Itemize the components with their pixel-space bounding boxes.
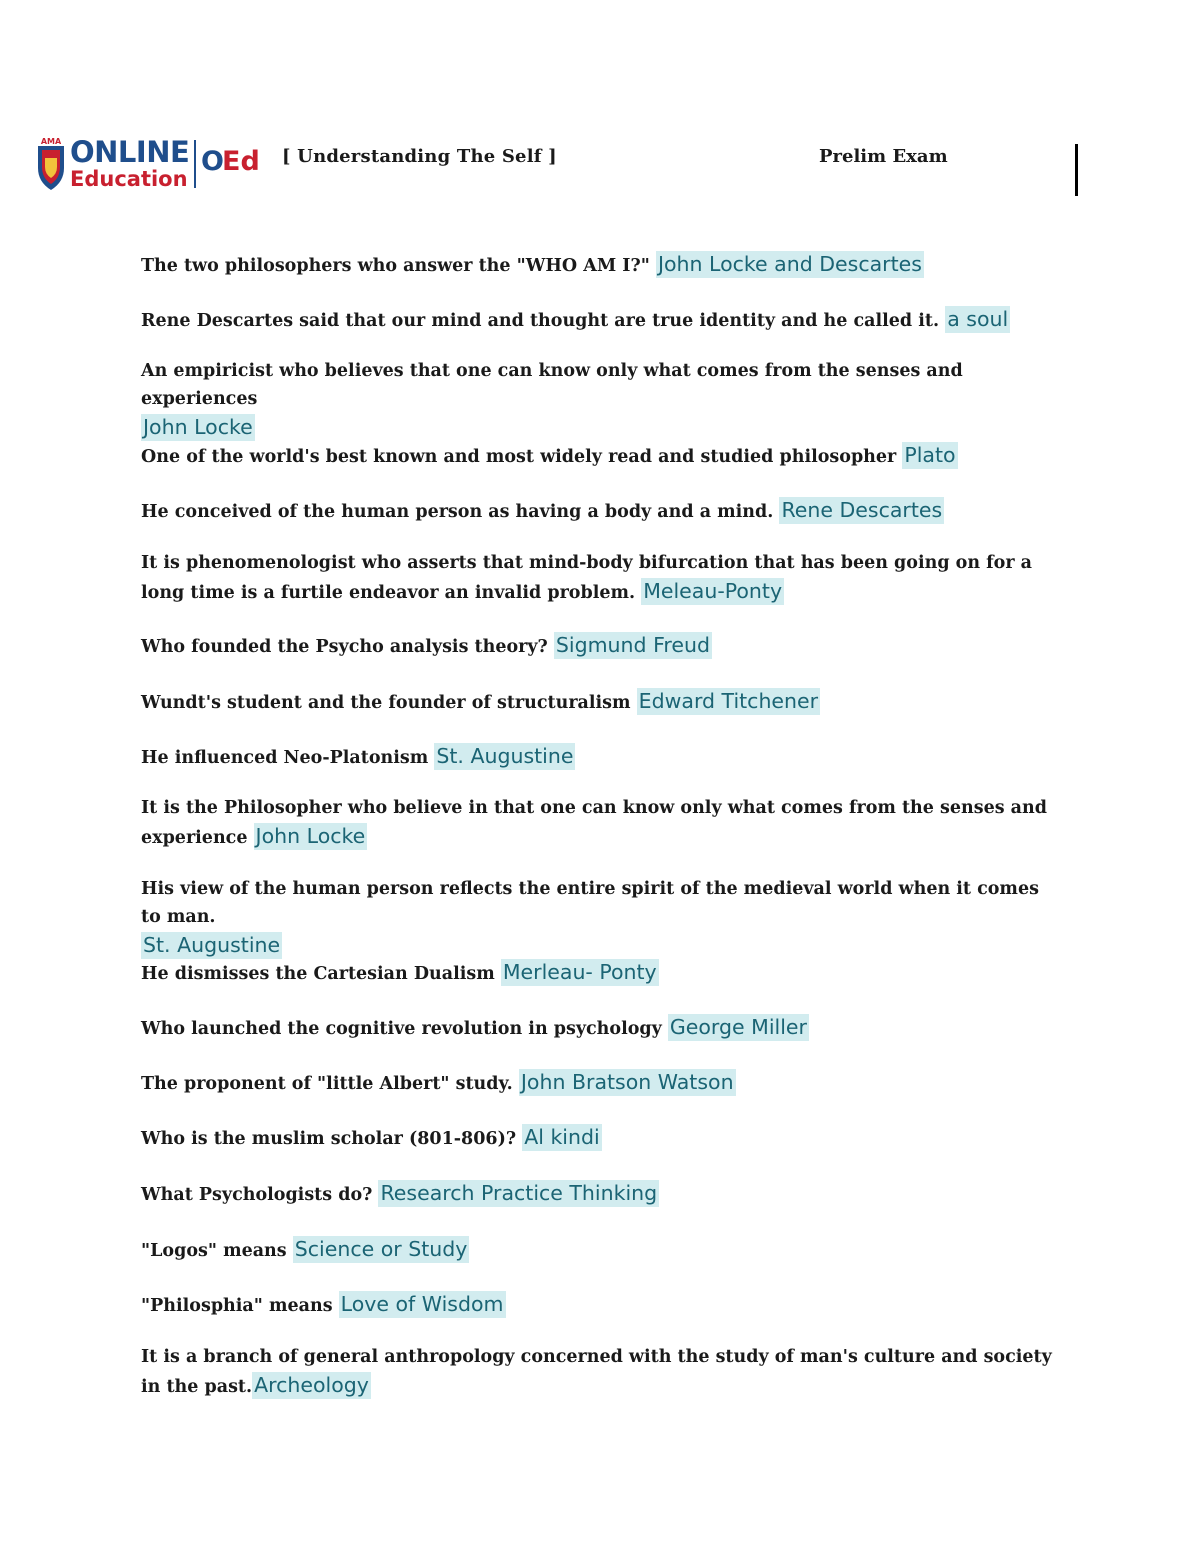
question-text: He influenced Neo-Platonism: [141, 748, 429, 768]
svg-text:O: O: [201, 146, 224, 177]
question-item: [141, 1123, 1061, 1153]
question-text: One of the world's best known and most widely read and studied philosopher: [141, 447, 897, 467]
question-item: [141, 496, 1061, 526]
answer-highlight: Merleau- Ponty: [502, 960, 657, 984]
course-title: [ Understanding The Self ]: [282, 146, 557, 167]
question-item: [141, 631, 1061, 661]
answer-highlight: George Miller: [669, 1015, 807, 1039]
question-item: [141, 875, 1061, 961]
svg-text:ONLINE: ONLINE: [70, 135, 190, 169]
question-text: Who founded the Psycho analysis theory?: [141, 637, 548, 657]
question-item: [141, 1235, 1061, 1265]
header-divider: [1075, 144, 1078, 196]
question-item: [141, 1290, 1061, 1320]
question-item: [141, 305, 1061, 335]
answer-highlight: John Bratson Watson: [520, 1070, 734, 1094]
question-item: [141, 250, 1061, 280]
question-text: Wundt's student and the founder of structuralism: [141, 693, 631, 713]
question-item: [141, 687, 1061, 717]
svg-text:AMA: AMA: [40, 137, 62, 146]
svg-text:Education: Education: [70, 167, 188, 191]
question-text: It is a branch of general anthropology concerned with the study of man's culture and society in the past.: [141, 1347, 1052, 1397]
exam-label: Prelim Exam: [819, 146, 948, 167]
answer-highlight: Archeology: [254, 1373, 369, 1397]
question-item: [141, 794, 1061, 852]
question-text: The proponent of "little Albert" study.: [141, 1074, 513, 1094]
answer-highlight: Love of Wisdom: [340, 1292, 504, 1316]
answer-highlight: John Locke and Descartes: [657, 252, 922, 276]
answer-highlight: St. Augustine: [143, 933, 281, 957]
answer-highlight: John Locke: [255, 824, 366, 848]
question-text: Who launched the cognitive revolution in psychology: [141, 1019, 662, 1039]
question-text: What Psychologists do?: [141, 1185, 373, 1205]
question-text: The two philosophers who answer the "WHO AM I?": [141, 256, 650, 276]
question-text: "Logos" means: [141, 1241, 287, 1261]
question-text: Rene Descartes said that our mind and thought are true identity and he called it.: [141, 311, 940, 331]
answer-highlight: Science or Study: [294, 1237, 468, 1261]
question-item: [141, 1343, 1061, 1401]
svg-text:Ed: Ed: [222, 146, 260, 177]
answer-highlight: Research Practice Thinking: [380, 1181, 658, 1205]
online-education-logo: [34, 134, 266, 192]
question-text: He conceived of the human person as having a body and a mind.: [141, 502, 774, 522]
question-text: He dismisses the Cartesian Dualism: [141, 964, 495, 984]
question-text: An empiricist who believes that one can know only what comes from the senses and experiences: [141, 361, 963, 409]
answer-highlight: a soul: [947, 307, 1009, 331]
answer-highlight: Sigmund Freud: [555, 633, 710, 657]
answer-highlight: John Locke: [143, 415, 253, 439]
question-text: His view of the human person reflects the entire spirit of the medieval world when it comes to man.: [141, 879, 1039, 927]
question-text: It is the Philosopher who believe in that one can know only what comes from the senses and experience: [141, 798, 1047, 848]
question-item: [141, 441, 1061, 471]
answer-highlight: Rene Descartes: [781, 498, 943, 522]
answer-highlight: Meleau-Ponty: [643, 579, 783, 603]
question-item: [141, 1068, 1061, 1098]
answer-highlight: Al kindi: [524, 1125, 600, 1149]
question-text: "Philosphia" means: [141, 1296, 333, 1316]
answer-highlight: St. Augustine: [436, 744, 574, 768]
question-item: [141, 958, 1061, 988]
answer-highlight: Plato: [904, 443, 956, 467]
question-item: [141, 549, 1061, 607]
question-item: [141, 357, 1061, 443]
question-text: It is phenomenologist who asserts that mind-body bifurcation that has been going on for a long time is a furtile endeavor an invalid problem.: [141, 553, 1032, 603]
answer-highlight: Edward Titchener: [638, 689, 819, 713]
question-item: [141, 1179, 1061, 1209]
question-item: [141, 1013, 1061, 1043]
question-text: Who is the muslim scholar (801-806)?: [141, 1129, 517, 1149]
question-item: [141, 742, 1061, 772]
school-crest-icon: [38, 137, 64, 190]
